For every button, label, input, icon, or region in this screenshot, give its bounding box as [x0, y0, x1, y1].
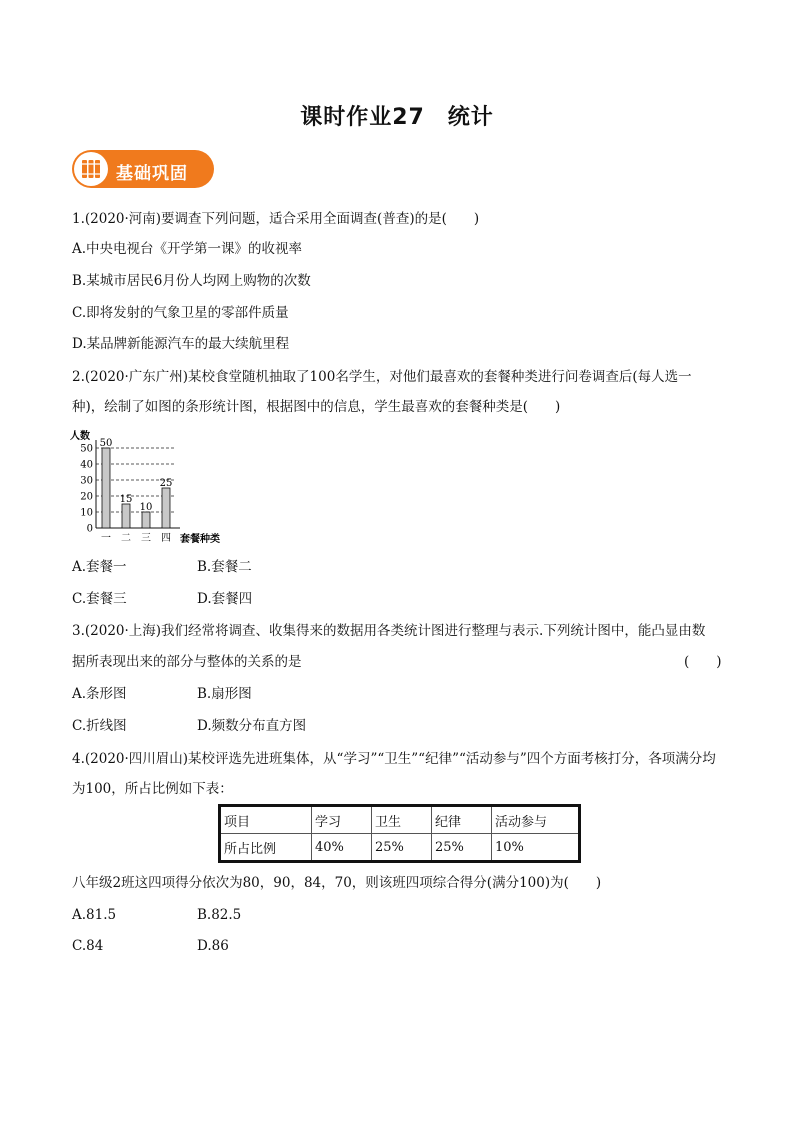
- q4-stem-line3: 八年级2班这四项得分依次为80，90，84，70，则该班四项综合得分(满分100)为( ): [72, 875, 602, 891]
- q2-option-d: D.套餐四: [197, 591, 253, 607]
- table-cell: 活动参与: [492, 806, 580, 834]
- chart-y-tick-label: 40: [80, 459, 93, 471]
- table-cell: 纪律: [432, 806, 492, 834]
- section-badge-label: 基础巩固: [116, 164, 188, 184]
- q2-option-b: B.套餐二: [197, 559, 252, 575]
- chart-data-label: 25: [159, 478, 173, 489]
- weight-table: [218, 804, 581, 863]
- chart-bar: [102, 448, 110, 528]
- table-cell: 10%: [492, 834, 580, 862]
- chart-data-label: 10: [139, 502, 153, 513]
- table-cell: 学习: [312, 806, 372, 834]
- chart-y-tick-label: 30: [80, 475, 93, 487]
- chart-y-tick-label: 50: [80, 443, 93, 455]
- q1-option-b: B.某城市居民6月份人均网上购物的次数: [72, 273, 311, 289]
- q2-option-a: A.套餐一: [72, 559, 127, 575]
- chart-bar: [122, 504, 130, 528]
- table-cell: 25%: [372, 834, 432, 862]
- chart-bar: [142, 512, 150, 528]
- chart-category-label: 二: [121, 533, 131, 544]
- chart-y-tick-label: 0: [86, 523, 93, 535]
- table-cell: 项目: [220, 806, 312, 834]
- q4-option-d: D.86: [197, 938, 229, 954]
- chart-data-label: 15: [119, 494, 133, 505]
- table-header-row: [220, 806, 580, 834]
- section-badge: [72, 150, 214, 188]
- q3-option-b: B.扇形图: [197, 686, 252, 702]
- q3-stem-line1: 3.(2020·上海)我们经常将调查、收集得来的数据用各类统计图进行整理与表示.下列统计图中，能凸显由数: [72, 623, 706, 639]
- q3-option-c: C.折线图: [72, 718, 127, 734]
- chart-y-tick-label: 10: [80, 507, 93, 519]
- chart-y-tick-label: 20: [80, 491, 93, 503]
- q1-option-d: D.某品牌新能源汽车的最大续航里程: [72, 336, 290, 352]
- chart-xlabel: 套餐种类: [180, 534, 220, 545]
- q3-option-a: A.条形图: [72, 686, 127, 702]
- bar-chart: [70, 426, 240, 550]
- table-cell: 卫生: [372, 806, 432, 834]
- books-icon: [74, 152, 108, 186]
- q1-option-a: A.中央电视台《开学第一课》的收视率: [72, 241, 303, 257]
- q4-stem-line2: 为100，所占比例如下表：: [72, 781, 233, 797]
- chart-category-label: 一: [101, 533, 111, 544]
- q2-option-c: C.套餐三: [72, 591, 127, 607]
- q3-answer-paren: ( ): [684, 654, 722, 670]
- q4-option-b: B.82.5: [197, 907, 242, 923]
- table-cell: 25%: [432, 834, 492, 862]
- q3-stem-line2: 据所表现出来的部分与整体的关系的是: [72, 654, 302, 670]
- q4-option-c: C.84: [72, 938, 104, 954]
- chart-ylabel: 人数: [70, 431, 90, 442]
- table-row: [220, 834, 580, 862]
- q1-stem: 1.(2020·河南)要调查下列问题，适合采用全面调查(普查)的是( ): [72, 211, 480, 227]
- chart-category-label: 三: [141, 533, 151, 544]
- page-title: 课时作业27 统计: [300, 105, 494, 130]
- chart-category-label: 四: [161, 533, 171, 544]
- chart-data-label: 50: [99, 438, 113, 449]
- q2-stem-line2: 种)，绘制了如图的条形统计图，根据图中的信息，学生最喜欢的套餐种类是( ): [72, 399, 561, 415]
- table-cell: 所占比例: [220, 834, 312, 862]
- q1-option-c: C.即将发射的气象卫星的零部件质量: [72, 305, 289, 321]
- q3-option-d: D.频数分布直方图: [197, 718, 307, 734]
- chart-bar: [162, 488, 170, 528]
- table-cell: 40%: [312, 834, 372, 862]
- q4-option-a: A.81.5: [72, 907, 117, 923]
- q4-stem-line1: 4.(2020·四川眉山)某校评选先进班集体，从“学习”“卫生”“纪律”“活动参与”四个方面考核打分，各项满分均: [72, 751, 716, 767]
- q2-stem-line1: 2.(2020·广东广州)某校食堂随机抽取了100名学生，对他们最喜欢的套餐种类进行问卷调查后(每人选一: [72, 369, 692, 385]
